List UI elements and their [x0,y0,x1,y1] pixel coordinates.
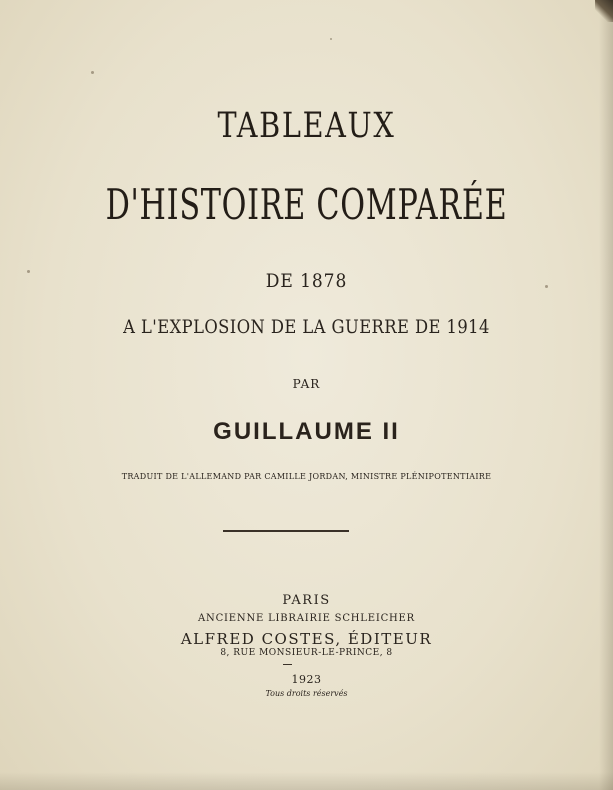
by-label: PAR [292,377,321,391]
title-line-1: TABLEAUX [217,106,396,146]
imprint-publisher: ALFRED COSTES, ÉDITEUR [180,630,433,648]
paper-speck [27,270,30,273]
page-edge-shadow [599,0,613,790]
small-dash [283,664,292,665]
paper-speck [330,38,332,40]
divider-rule [223,530,349,532]
page-corner [595,0,613,22]
subtitle-line-2: A L'EXPLOSION DE LA GUERRE DE 1914 [123,316,490,338]
rights-notice: Tous droits réservés [265,689,348,698]
title-line-2: D'HISTOIRE COMPARÉE [105,180,508,229]
subtitle-line-1: DE 1878 [265,270,348,292]
translation-credit: TRADUIT DE L'ALLEMAND PAR CAMILLE JORDAN, MINISTRE PLÉNIPOTENTIAIRE [121,472,492,481]
paper-speck [91,71,94,74]
imprint-address: 8, RUE MONSIEUR-LE-PRINCE, 8 [220,648,393,658]
imprint-year: 1923 [291,673,322,686]
author-name: GUILLAUME II [213,418,400,445]
imprint-library: ANCIENNE LIBRAIRIE SCHLEICHER [198,613,415,624]
page-bottom-shadow [0,772,613,790]
imprint-city: PARIS [282,593,331,608]
